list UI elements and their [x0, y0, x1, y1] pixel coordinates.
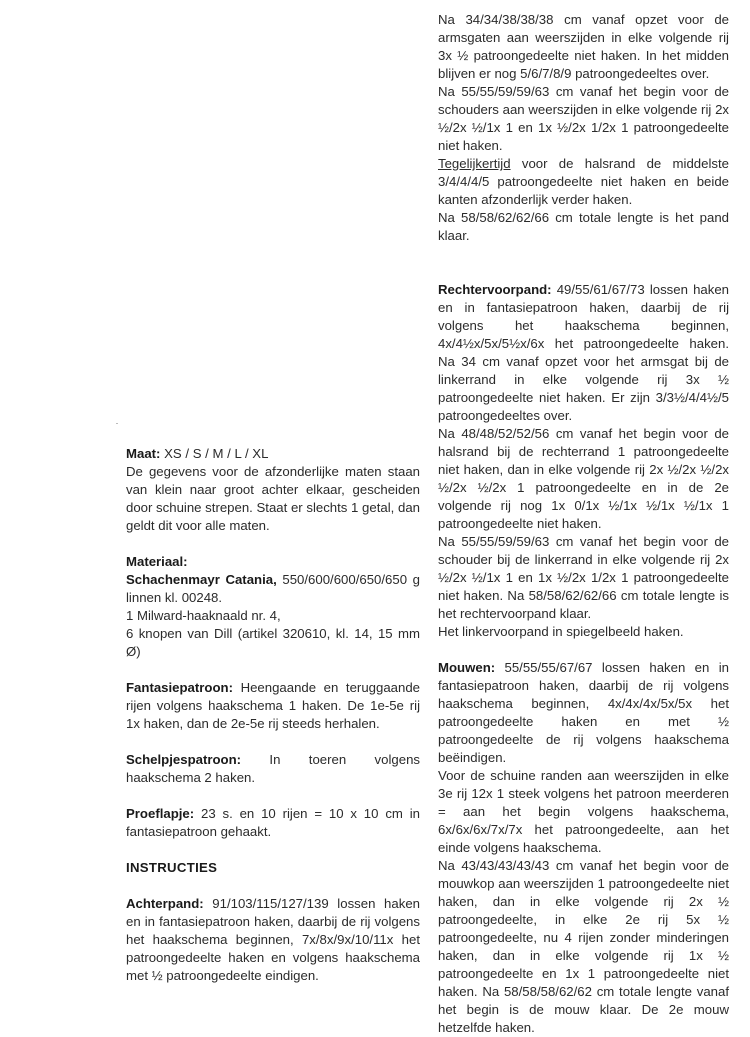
material-line-1: Schachenmayr Catania, 550/600/600/650/650 g linnen kl. 00248. — [126, 572, 420, 605]
margin-mark — [116, 423, 118, 424]
gauge-swatch: Proeflapje: 23 s. en 10 rijen = 10 x 10 cm in fantasiepatroon gehaakt. — [126, 806, 420, 839]
right-column — [438, 11, 729, 1037]
size-line: Maat: XS / S / M / L / XL — [126, 446, 269, 461]
back-shoulders: Na 55/55/59/59/63 cm vanaf het begin voor de schouders aan weerszijden in elke volgende rij 2x ½/2x ½/1x 1 en 1x ½/2x 1/2x 1 patroongedeelte niet haken. — [438, 84, 729, 153]
left-column — [126, 445, 420, 985]
instructions-heading: INSTRUCTIES — [126, 860, 218, 875]
shell-pattern: Schelpjespatroon: In toeren volgens haakschema 2 haken. — [126, 752, 420, 785]
material-heading: Materiaal: — [126, 554, 188, 569]
size-info: De gegevens voor de afzonderlijke maten staan van klein naar groot achter elkaar, gescheiden door schuine strepen. Staat er slechts 1 getal, dan geldt dit voor alle maten. — [126, 464, 420, 533]
sleeve-cap: Na 43/43/43/43/43 cm vanaf het begin voor de mouwkop aan weerszijden 1 patroongedeelte niet haken, dan in elke volgende rij 2x ½ patroongedeelte, in elke 2e rij 5x ½ patroongedeelte, nu 4 rijen zonder minderingen haken, dan in elke volgende rij 1x ½ patroongedeelte en 1x 1 patroongedeelte niet haken. Na 58/58/58/62/62 cm totale lengte vanaf het begin is de mouw klaar. De 2e mouw hetzelfde haken. — [438, 858, 729, 1035]
right-front-piece: Rechtervoorpand: 49/55/61/67/73 lossen haken en in fantasiepatroon haken, daarbij de rij volgens het haakschema beginnen, 4x/4½x/5x/5½x/6x het patroongedeelte haken. Na 34 cm vanaf opzet voor het armsgat bij de linkerrand in elke volgende rij 3x ½ patroongedeelte niet haken. Er zijn 3/3½/4/4½/5 patroongedeeltes over. — [438, 282, 729, 423]
back-finish: Na 58/58/62/62/66 cm totale lengte is het pand klaar. — [438, 210, 729, 243]
material-line-2: 1 Milward-haaknaald nr. 4, — [126, 608, 281, 623]
material-line-3: 6 knopen van Dill (artikel 320610, kl. 14, 15 mm Ø) — [126, 626, 420, 659]
back-neckline: Tegelijkertijd voor de halsrand de middelste 3/4/4/4/5 patroongedeelte niet haken en beide kanten afzonderlijk verder haken. — [438, 156, 729, 207]
back-piece: Achterpand: 91/103/115/127/139 lossen haken en in fantasiepatroon haken, daarbij de rij volgens het haakschema beginnen, 7x/8x/9x/10/11x het patroongedeelte haken en volgens haakschema met ½ patroongedeelte eindigen. — [126, 896, 420, 983]
back-armhole: Na 34/34/38/38/38 cm vanaf opzet voor de armsgaten aan weerszijden in elke volgende rij 3x ½ patroongedeelte niet haken. In het midden blijven er nog 5/6/7/8/9 patroongedeeltes over. — [438, 12, 729, 81]
right-front-neckline: Na 48/48/52/52/56 cm vanaf het begin voor de halsrand bij de rechterrand 1 patroongedeelte niet haken, dan in elke volgende rij 2x ½/2x ½/2x ½/2x ½/2x 1 patroongedeelte en in de 2e volgende rij nog 1x 0/1x ½/1x ½/1x ½/1x 1 patroongedeelte niet haken. — [438, 426, 729, 531]
left-front-mirror: Het linkervoorpand in spiegelbeeld haken. — [438, 624, 684, 639]
spacer — [438, 263, 729, 281]
right-front-shoulder: Na 55/55/59/59/63 cm vanaf het begin voor de schouder bij de linkerrand in elke volgende rij 2x ½/2x ½/1x 1 en 1x ½/2x 1/2x 1 patroongedeelte niet haken. Na 58/58/62/62/66 cm totale lengte is het rechtervoorpand klaar. — [438, 534, 729, 621]
fantasy-pattern: Fantasiepatroon: Heengaande en teruggaande rijen volgens haakschema 1 haken. De 1e-5e rij 1x haken, dan de 2e-5e rij steeds herhalen. — [126, 680, 420, 731]
sleeves: Mouwen: 55/55/55/67/67 lossen haken en in fantasiepatroon haken, daarbij de rij volgens haakschema beginnen, 4x/4x/4x/5x/5x het patroongedeelte haken en met ½ patroongedeelte de rij volgens haakschema beëindigen. — [438, 660, 729, 765]
sleeve-increases: Voor de schuine randen aan weerszijden in elke 3e rij 12x 1 steek volgens het patroon meerderen = aan het begin volgens haakschema, 6x/6x/6x/7x/7x het patroongedeelte, aan het einde volgens haakschema. — [438, 768, 729, 855]
